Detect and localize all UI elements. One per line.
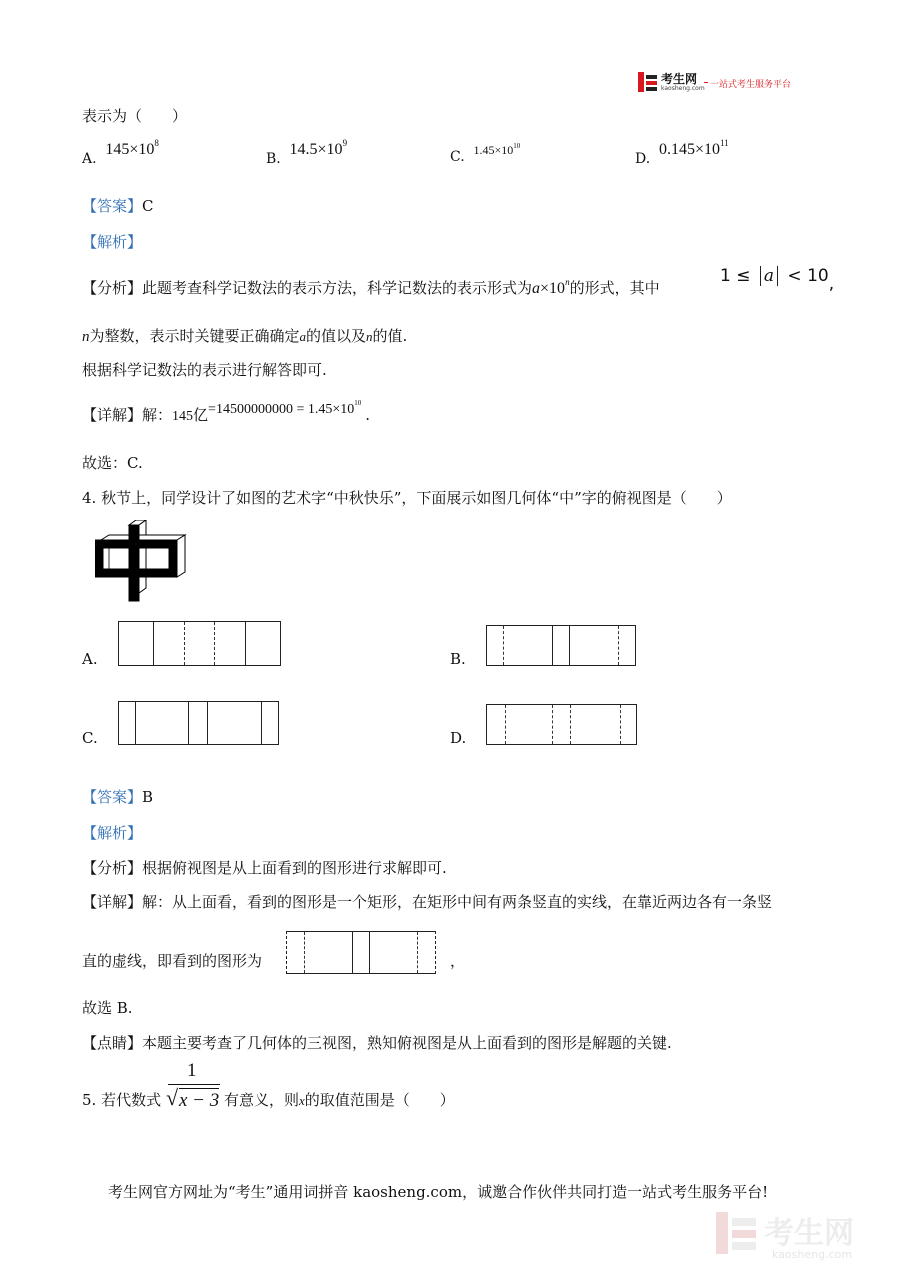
q4-detail-inline-figure — [286, 931, 436, 974]
answer-tag: 【答案】 — [82, 788, 143, 806]
option-value: $0.145\times 10^{11}$ — [658, 138, 729, 158]
q3-choose: 故选：C. — [82, 454, 143, 472]
q4-option-b-label: B. — [450, 650, 466, 668]
q3-inequality: 1 ≤ a < 10, — [720, 266, 835, 294]
option-label: D. — [635, 151, 651, 167]
q5-sqrt-icon: √ — [166, 1085, 179, 1110]
q3-detail-line: 【详解】解：145亿$=14500000000 = 1.45\times 10^{10}$. — [82, 399, 371, 424]
q4-fenxi-line: 【分析】根据俯视图是从上面看到的图形进行求解即可. — [82, 859, 447, 877]
q5-numerator: 1 — [187, 1060, 197, 1081]
option-label: B. — [266, 151, 281, 167]
q3-analysis-tag: 【解析】 — [82, 233, 143, 251]
fenxi-tag: 【分析】 — [82, 279, 143, 297]
q5-radicand: x − 3 — [179, 1090, 220, 1111]
q4-option-d-figure[interactable] — [486, 704, 637, 745]
q4-stem: 4. 秋节上，同学设计了如图的艺术字“中秋快乐”，下面展示如图几何体“中”字的俯视图是（ ） — [82, 489, 732, 507]
q4-option-a-label: A. — [82, 650, 98, 668]
q4-option-d-label: D. — [450, 729, 467, 747]
q3-stem-tail: 表示为（ ） — [82, 107, 188, 125]
watermark-name: 考生网 — [764, 1216, 854, 1251]
footer-text: 考生网官方网址为“考生”通用词拼音 kaosheng.com，诚邀合作伙伴共同打造一站式考生服务平台! — [108, 1183, 769, 1201]
q4-option-b-figure[interactable] — [486, 625, 636, 666]
option-value: $145\times 10^8$ — [105, 138, 159, 158]
logo-slogan: 一站式考生服务平台 — [710, 80, 792, 90]
option-value: $1.45\times 10^{10}$ — [473, 142, 521, 157]
option-label: C. — [450, 149, 465, 165]
q4-detail-comma: ， — [450, 952, 466, 970]
q4-option-c-figure[interactable] — [118, 701, 279, 745]
q3-option-c — [450, 140, 521, 165]
q4-detail-line-1: 【详解】解：从上面看，看到的图形是一个矩形，在矩形中间有两条竖直的实线，在靠近两边各有一条竖 — [82, 893, 773, 911]
q4-analysis-tag: 【解析】 — [82, 824, 143, 842]
q3-fenxi-line — [82, 277, 660, 298]
q5-fraction — [166, 1060, 220, 1112]
logo-mark-icon — [637, 71, 659, 93]
q3-option-d — [635, 138, 729, 167]
logo-domain: kaosheng.com — [661, 85, 705, 92]
q3-line3: 根据科学记数法的表示进行解答即可. — [82, 361, 327, 379]
q3-option-b — [266, 138, 348, 167]
watermark-logo-icon — [714, 1210, 758, 1256]
logo-divider — [704, 82, 708, 83]
option-label: A. — [82, 151, 97, 167]
q3-answer-line — [82, 195, 154, 216]
answer-value: B — [142, 788, 154, 806]
q4-option-a-figure[interactable] — [118, 621, 281, 666]
logo-name: 考生网 — [661, 72, 698, 86]
zhong-character-3d-figure — [95, 520, 190, 602]
q4-choose: 故选 B. — [82, 999, 133, 1017]
q4-dianjing-line: 【点睛】本题主要考查了几何体的三视图，熟知俯视图是从上面看到的图形是解题的关键. — [82, 1034, 672, 1052]
fenxi-text: 此题考查科学记数法的表示方法，科学记数法的表示形式为 — [142, 279, 533, 297]
answer-tag: 【答案】 — [82, 197, 143, 215]
option-value: $14.5\times 10^9$ — [289, 138, 348, 158]
q4-detail-line-2: 直的虚线，即看到的图形为 — [82, 952, 263, 970]
fenxi-formula: $a\times 10^n$ — [532, 277, 570, 297]
watermark-domain: kaosheng.com — [772, 1248, 853, 1261]
watermark — [714, 1208, 884, 1264]
q4-option-c-label: C. — [82, 729, 98, 747]
fenxi-text-2: 的形式，其中 — [569, 279, 660, 297]
q5-prefix: 5. 若代数式 — [82, 1091, 162, 1109]
q3-line2: n为整数，表示时关键要正确确定a的值以及n的值. — [82, 327, 408, 345]
header-logo — [637, 70, 807, 96]
q5-suffix: 有意义，则x的取值范围是（ ） — [224, 1091, 455, 1109]
q4-answer-line — [82, 786, 153, 807]
answer-value: C — [142, 197, 154, 215]
q3-option-a — [82, 138, 159, 167]
